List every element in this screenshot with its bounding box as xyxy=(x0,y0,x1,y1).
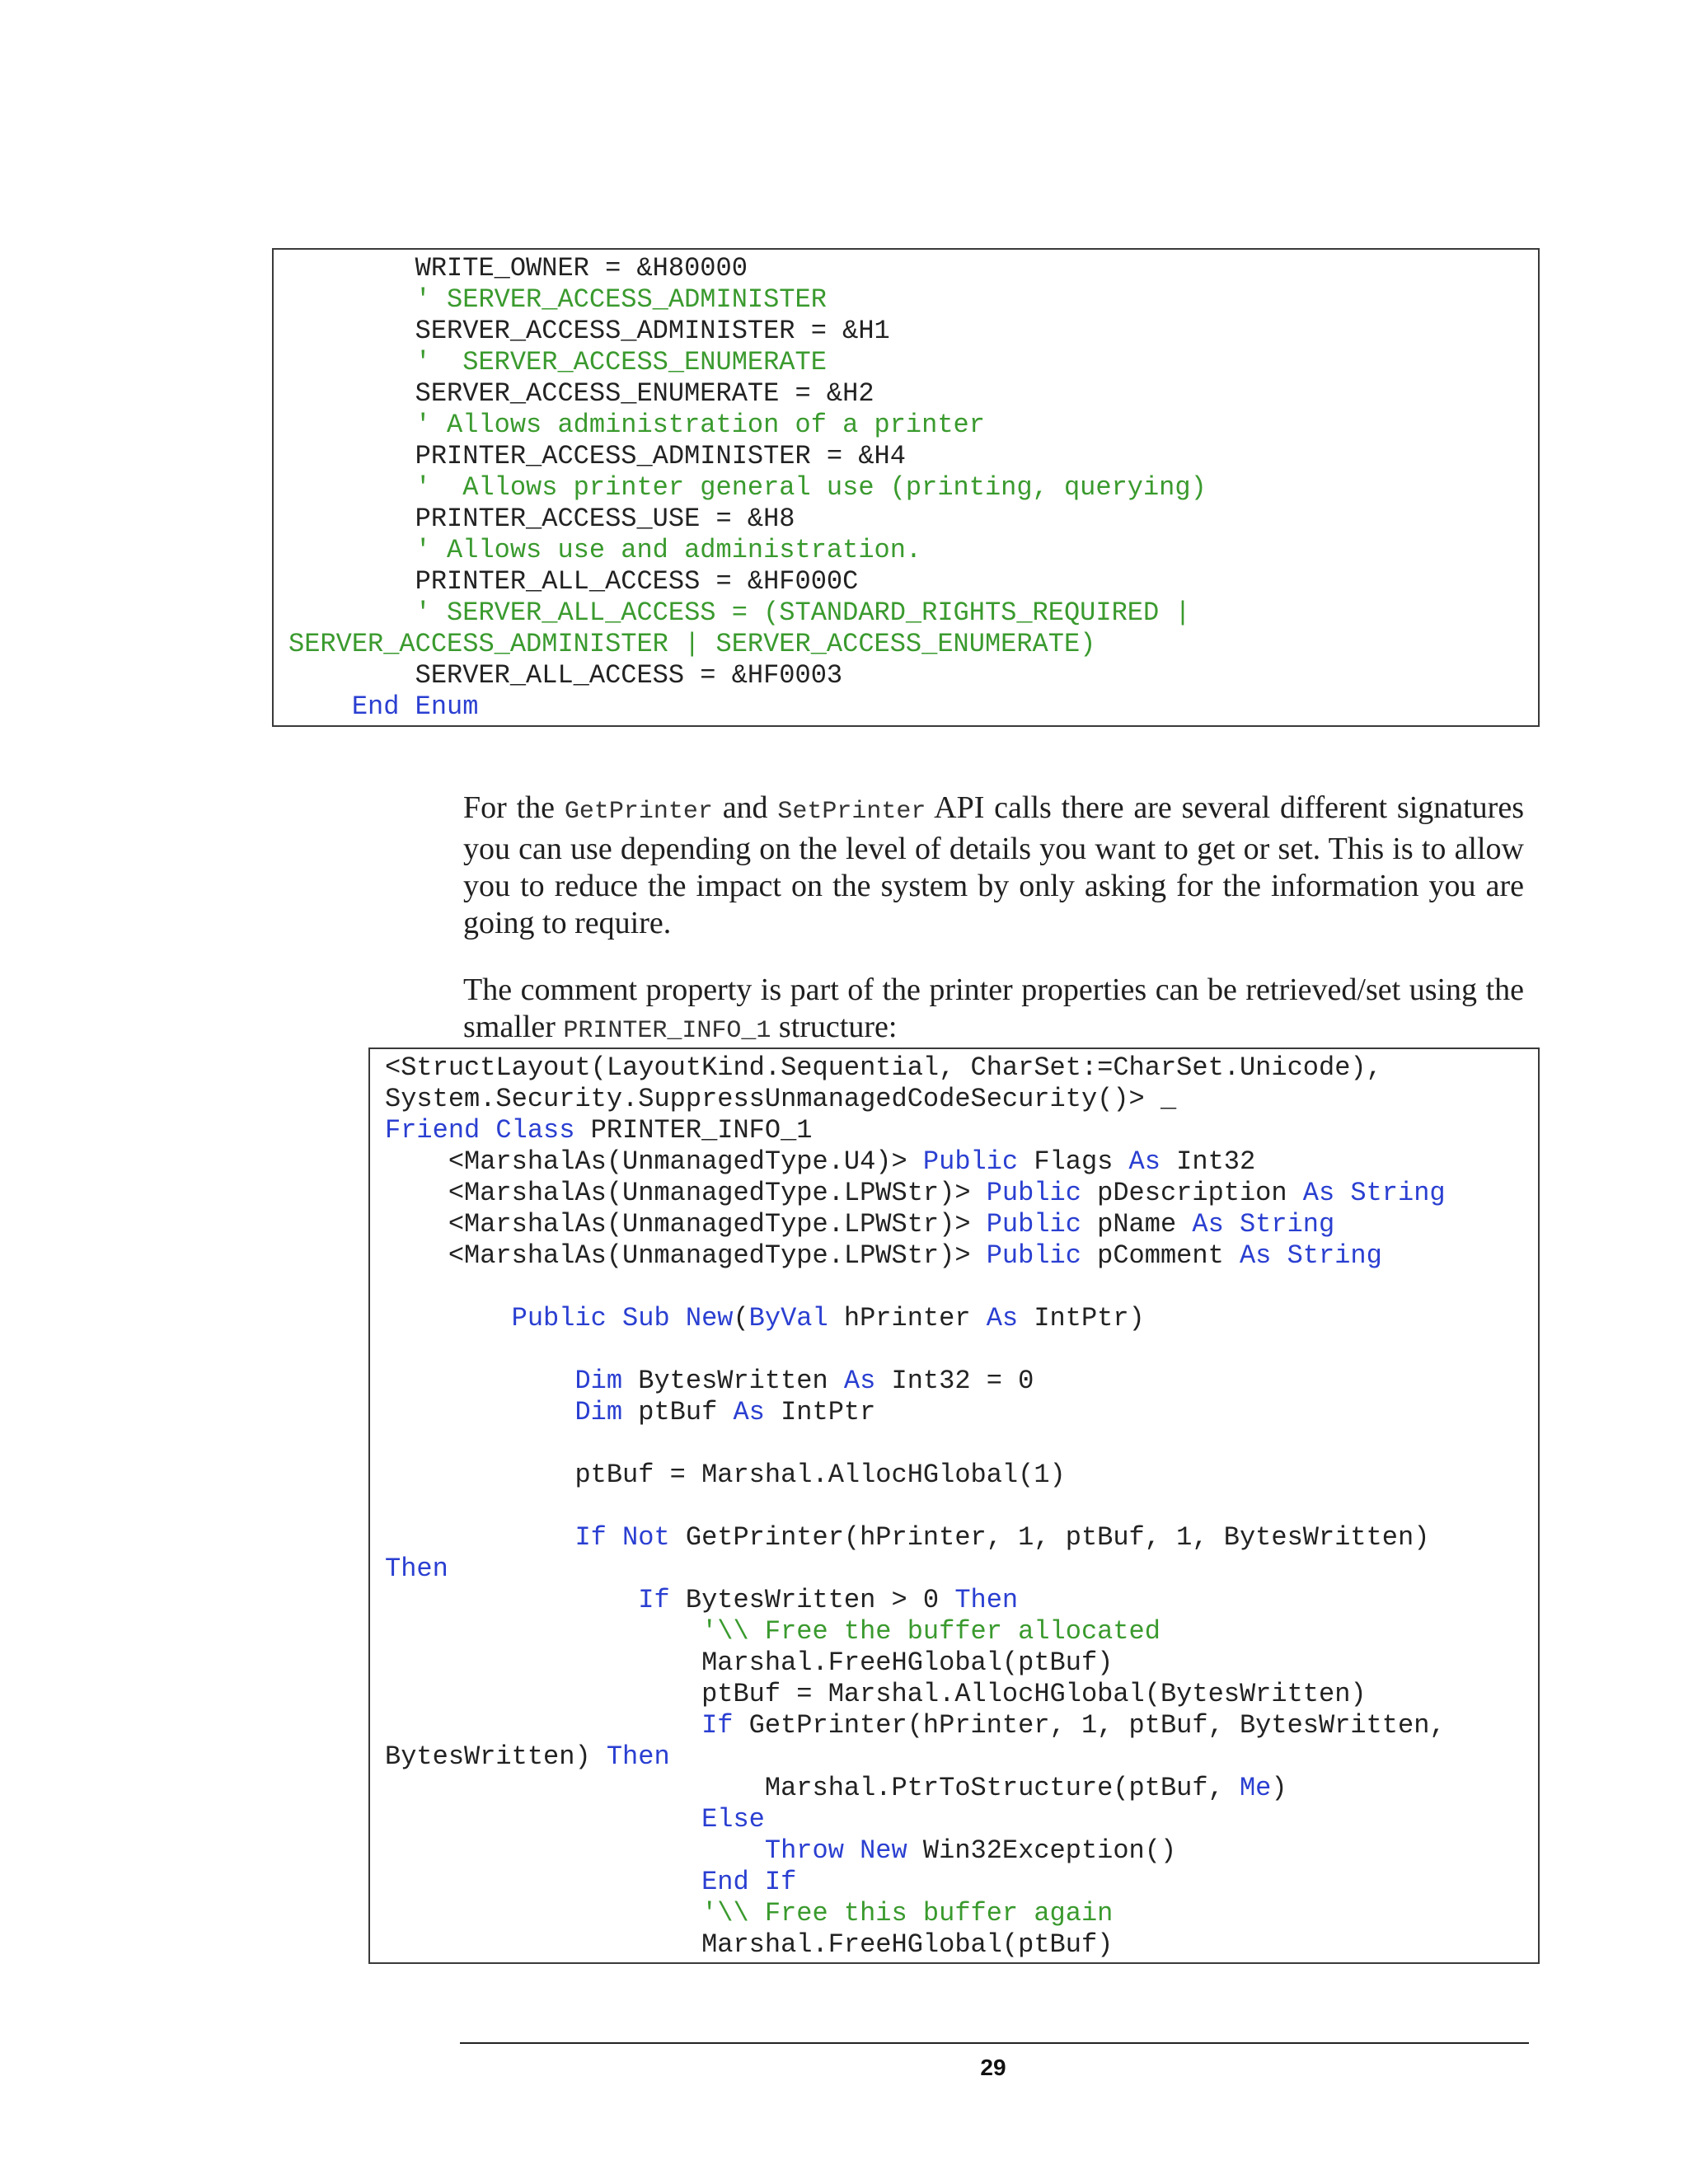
code-text: Int32 = 0 xyxy=(875,1366,1034,1396)
code-line xyxy=(385,1867,1538,1898)
code-line xyxy=(385,1773,1538,1804)
code-line xyxy=(385,1272,1538,1303)
code-text xyxy=(385,1522,574,1553)
code-text: PRINTER_ACCESS_USE = &H8 xyxy=(288,504,795,534)
code-line xyxy=(385,1209,1538,1240)
code-comment: ' SERVER_ACCESS_ENUMERATE xyxy=(288,347,827,377)
code-text: BytesWritten > 0 xyxy=(669,1585,955,1615)
code-text: SERVER_ACCESS_ENUMERATE = &H2 xyxy=(288,378,874,409)
code-line xyxy=(288,629,1538,660)
code-line xyxy=(385,1554,1538,1585)
code-text: System.Security.SuppressUnmanagedCodeSecurity()> _ xyxy=(385,1084,1177,1114)
code-text: ) xyxy=(1271,1773,1287,1803)
code-text xyxy=(385,1804,701,1835)
code-text: GetPrinter(hPrinter, 1, ptBuf, 1, BytesWritten) xyxy=(669,1522,1430,1553)
code-content xyxy=(385,1052,1538,1961)
code-keyword: If xyxy=(638,1585,670,1615)
code-comment: ' SERVER_ALL_ACCESS = (STANDARD_RIGHTS_REQUIRED | xyxy=(288,598,1191,628)
code-text: ptBuf = Marshal.AllocHGlobal(BytesWritten) xyxy=(385,1679,1367,1709)
code-text: pDescription xyxy=(1081,1178,1303,1208)
code-text xyxy=(288,691,352,722)
code-comment: ' Allows administration of a printer xyxy=(288,410,985,440)
code-comment: ' Allows use and administration. xyxy=(288,535,922,565)
code-line xyxy=(385,1428,1538,1460)
paragraph-text: and xyxy=(712,790,778,825)
code-line xyxy=(385,1710,1538,1741)
code-line xyxy=(385,1052,1538,1084)
code-comment: ' SERVER_ACCESS_ADMINISTER xyxy=(288,284,827,315)
code-line xyxy=(385,1334,1538,1366)
code-text xyxy=(385,1303,512,1333)
code-line xyxy=(288,660,1538,691)
code-line xyxy=(288,347,1538,378)
code-keyword: ByVal xyxy=(748,1303,828,1333)
code-line xyxy=(385,1522,1538,1554)
code-line xyxy=(288,598,1538,629)
code-keyword: Me xyxy=(1239,1773,1272,1803)
code-text: hPrinter xyxy=(828,1303,987,1333)
code-text: BytesWritten) xyxy=(385,1741,607,1772)
code-keyword: Then xyxy=(606,1741,670,1772)
code-keyword: As String xyxy=(1192,1209,1335,1240)
code-block-printer-info xyxy=(368,1047,1540,1964)
code-line xyxy=(288,472,1538,504)
code-line xyxy=(288,284,1538,316)
code-text xyxy=(385,1366,574,1396)
code-text: Win32Exception() xyxy=(907,1835,1177,1866)
page-number: 29 xyxy=(980,2055,1006,2080)
code-line xyxy=(288,535,1538,566)
paragraph-comment-property xyxy=(463,972,1524,1050)
code-text: Marshal.FreeHGlobal(ptBuf) xyxy=(385,1647,1114,1678)
code-line xyxy=(288,378,1538,410)
code-keyword: As String xyxy=(1239,1240,1382,1271)
code-line xyxy=(385,1835,1538,1867)
code-text: PRINTER_ACCESS_ADMINISTER = &H4 xyxy=(288,441,906,471)
code-keyword: As String xyxy=(1302,1178,1446,1208)
code-keyword: Then xyxy=(954,1585,1019,1615)
code-keyword: Dim xyxy=(574,1366,623,1396)
code-text: ptBuf = Marshal.AllocHGlobal(1) xyxy=(385,1460,1066,1490)
code-text: <MarshalAs(UnmanagedType.LPWStr)> xyxy=(385,1209,987,1240)
code-line xyxy=(385,1647,1538,1679)
code-line xyxy=(385,1679,1538,1710)
code-line xyxy=(385,1616,1538,1647)
code-text: Marshal.PtrToStructure(ptBuf, xyxy=(385,1773,1240,1803)
code-line xyxy=(385,1178,1538,1209)
code-text: pComment xyxy=(1081,1240,1240,1271)
code-text xyxy=(385,1585,638,1615)
code-line xyxy=(288,316,1538,347)
code-keyword: Public Sub New xyxy=(511,1303,734,1333)
code-text: Flags xyxy=(1018,1146,1129,1177)
code-line xyxy=(288,441,1538,472)
code-text: <MarshalAs(UnmanagedType.LPWStr)> xyxy=(385,1178,987,1208)
code-keyword: As xyxy=(1128,1146,1160,1177)
code-line xyxy=(385,1084,1538,1115)
code-keyword: If xyxy=(701,1710,734,1741)
code-line xyxy=(288,566,1538,598)
code-text: pName xyxy=(1081,1209,1193,1240)
code-line xyxy=(385,1303,1538,1334)
paragraph-text: For the xyxy=(463,790,565,825)
code-text: PRINTER_INFO_1 xyxy=(574,1115,813,1146)
code-keyword: Dim xyxy=(574,1397,623,1427)
code-line xyxy=(385,1460,1538,1491)
code-text: GetPrinter(hPrinter, 1, ptBuf, BytesWritten, xyxy=(733,1710,1446,1741)
inline-code: SetPrinter xyxy=(777,798,926,826)
code-keyword: Else xyxy=(701,1804,765,1835)
code-text: ptBuf xyxy=(622,1397,734,1427)
code-text xyxy=(385,1397,574,1427)
code-text: ( xyxy=(733,1303,749,1333)
code-keyword: Public xyxy=(986,1178,1081,1208)
code-keyword: End Enum xyxy=(351,691,479,722)
code-keyword: If Not xyxy=(574,1522,670,1553)
code-text: BytesWritten xyxy=(622,1366,844,1396)
code-keyword: Throw New xyxy=(764,1835,907,1866)
code-text: SERVER_ALL_ACCESS = &HF0003 xyxy=(288,660,843,691)
paragraph-signatures xyxy=(463,790,1524,942)
code-comment: SERVER_ACCESS_ADMINISTER | SERVER_ACCESS_ENUMERATE) xyxy=(288,629,1096,659)
code-line xyxy=(288,253,1538,284)
code-line xyxy=(385,1491,1538,1522)
code-text: IntPtr) xyxy=(1018,1303,1145,1333)
footer-rule xyxy=(460,2042,1529,2044)
code-text: <StructLayout(LayoutKind.Sequential, CharSet:=CharSet.Unicode), xyxy=(385,1052,1382,1083)
code-line xyxy=(385,1397,1538,1428)
code-keyword: As xyxy=(733,1397,765,1427)
code-line xyxy=(385,1929,1538,1961)
inline-code: PRINTER_INFO_1 xyxy=(563,1017,771,1045)
code-text: Int32 xyxy=(1160,1146,1256,1177)
code-keyword: Friend Class xyxy=(385,1115,575,1146)
code-line xyxy=(385,1898,1538,1929)
code-text xyxy=(385,1835,765,1866)
code-comment: ' Allows printer general use (printing, querying) xyxy=(288,472,1207,503)
code-line xyxy=(385,1741,1538,1773)
code-line xyxy=(288,504,1538,535)
code-text: PRINTER_ALL_ACCESS = &HF000C xyxy=(288,566,859,597)
code-keyword: Public xyxy=(986,1209,1081,1240)
code-text: SERVER_ACCESS_ADMINISTER = &H1 xyxy=(288,316,890,346)
code-keyword: End If xyxy=(701,1867,797,1897)
code-keyword: Public xyxy=(986,1240,1081,1271)
code-content xyxy=(288,253,1538,723)
code-line xyxy=(288,410,1538,441)
code-comment: '\\ Free this buffer again xyxy=(385,1898,1114,1929)
paragraph-text: API calls there are several different signatures you can use depending on the level of details you want to get or set. This is to allow you to reduce the impact on the system by only asking for the information you are going to require. xyxy=(463,790,1524,940)
code-text: IntPtr xyxy=(764,1397,876,1427)
code-comment: '\\ Free the buffer allocated xyxy=(385,1616,1160,1647)
code-text: <MarshalAs(UnmanagedType.U4)> xyxy=(385,1146,923,1177)
code-keyword: Then xyxy=(385,1554,448,1584)
code-text: WRITE_OWNER = &H80000 xyxy=(288,253,748,284)
code-block-enum xyxy=(272,248,1540,727)
code-keyword: As xyxy=(986,1303,1019,1333)
paragraph-text: The comment property is part of the printer properties can be retrieved/set using the smaller xyxy=(463,972,1524,1044)
code-line xyxy=(385,1240,1538,1272)
code-line xyxy=(288,691,1538,723)
code-keyword: As xyxy=(843,1366,876,1396)
code-text xyxy=(385,1867,701,1897)
paragraph-text: structure: xyxy=(771,1010,898,1044)
code-text: <MarshalAs(UnmanagedType.LPWStr)> xyxy=(385,1240,987,1271)
code-text xyxy=(385,1710,701,1741)
inline-code: GetPrinter xyxy=(564,798,713,826)
code-line xyxy=(385,1115,1538,1146)
code-line xyxy=(385,1585,1538,1616)
code-line xyxy=(385,1146,1538,1178)
code-line xyxy=(385,1366,1538,1397)
code-keyword: Public xyxy=(922,1146,1019,1177)
code-text: Marshal.FreeHGlobal(ptBuf) xyxy=(385,1929,1114,1960)
code-line xyxy=(385,1804,1538,1835)
